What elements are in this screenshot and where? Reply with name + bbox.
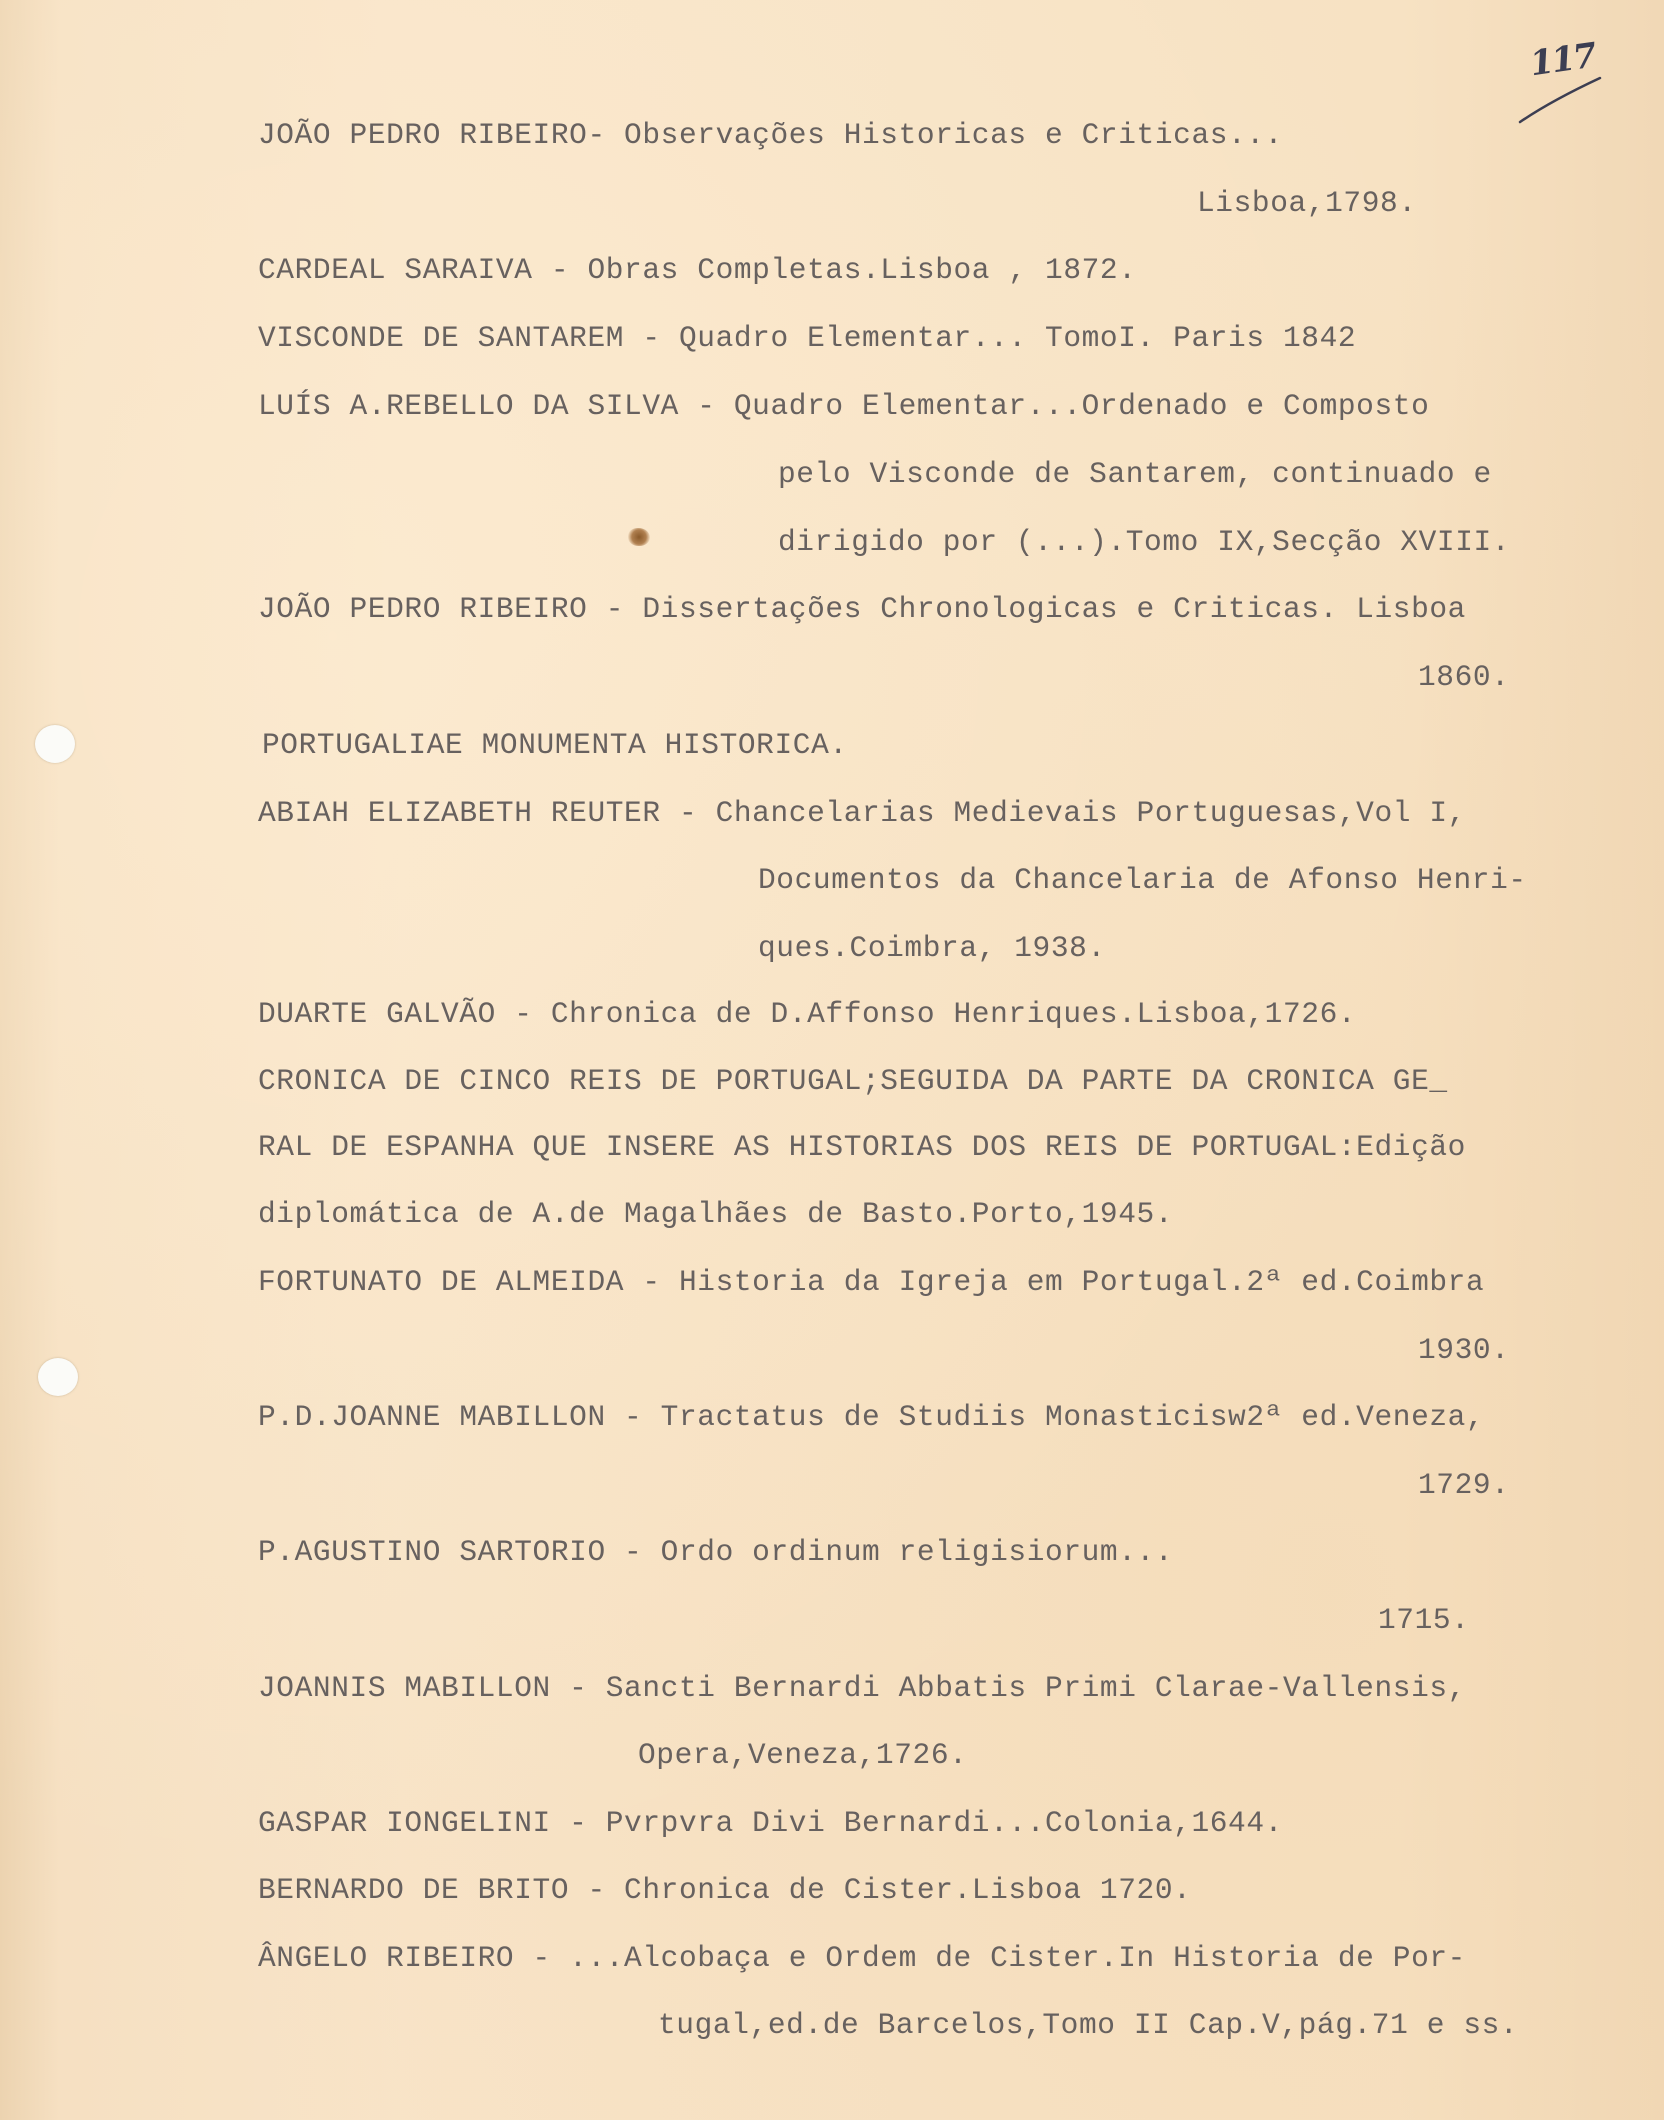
bib-entry-line: JOANNIS MABILLON - Sancti Bernardi Abbatis Primi Clarae-Vallensis, bbox=[258, 1671, 1466, 1705]
bib-entry-line: Opera,Veneza,1726. bbox=[638, 1738, 968, 1772]
bib-entry-line: ques.Coimbra, 1938. bbox=[758, 931, 1106, 965]
bib-entry-line: CARDEAL SARAIVA - Obras Completas.Lisboa , 1872. bbox=[258, 253, 1137, 287]
bib-entry-line: JOÃO PEDRO RIBEIRO - Dissertações Chronologicas e Criticas. Lisboa bbox=[258, 592, 1466, 626]
paper-stain bbox=[628, 528, 650, 546]
bib-entry-line: 1715. bbox=[1378, 1603, 1470, 1637]
bib-entry-line: P.AGUSTINO SARTORIO - Ordo ordinum religisiorum... bbox=[258, 1535, 1174, 1569]
bib-entry-line: CRONICA DE CINCO REIS DE PORTUGAL;SEGUIDA DA PARTE DA CRONICA GE_ bbox=[258, 1064, 1448, 1098]
bib-entry-line: ÂNGELO RIBEIRO - ...Alcobaça e Ordem de Cister.In Historia de Por- bbox=[258, 1941, 1466, 1975]
bib-entry-line: FORTUNATO DE ALMEIDA - Historia da Igreja em Portugal.2ª ed.Coimbra bbox=[258, 1265, 1485, 1299]
bib-entry-line: ABIAH ELIZABETH REUTER - Chancelarias Medievais Portuguesas,Vol I, bbox=[258, 796, 1466, 830]
bib-entry-line: BERNARDO DE BRITO - Chronica de Cister.Lisboa 1720. bbox=[258, 1873, 1192, 1907]
bib-entry-line: GASPAR IONGELINI - Pvrpvra Divi Bernardi...Colonia,1644. bbox=[258, 1806, 1283, 1840]
bib-entry-line: tugal,ed.de Barcelos,Tomo II Cap.V,pág.71 e ss. bbox=[658, 2008, 1519, 2042]
punch-hole-top bbox=[35, 725, 75, 763]
bib-entry-line: 1729. bbox=[1418, 1468, 1510, 1502]
punch-hole-bottom bbox=[38, 1358, 78, 1396]
bib-entry-line: PORTUGALIAE MONUMENTA HISTORICA. bbox=[262, 728, 848, 762]
bib-entry-line: RAL DE ESPANHA QUE INSERE AS HISTORIAS DOS REIS DE PORTUGAL:Edição bbox=[258, 1130, 1466, 1164]
pen-stroke-underline bbox=[1515, 70, 1605, 130]
bib-entry-line: Documentos da Chancelaria de Afonso Henri- bbox=[758, 863, 1527, 897]
bib-entry-line: dirigido por (...).Tomo IX,Secção XVIII. bbox=[778, 525, 1511, 559]
bib-entry-line: LUÍS A.REBELLO DA SILVA - Quadro Elementar...Ordenado e Composto bbox=[258, 389, 1430, 423]
bib-entry-line: diplomática de A.de Magalhães de Basto.Porto,1945. bbox=[258, 1197, 1174, 1231]
bib-entry-line: JOÃO PEDRO RIBEIRO- Observações Historicas e Criticas... bbox=[258, 118, 1283, 152]
bib-entry-line: DUARTE GALVÃO - Chronica de D.Affonso Henriques.Lisboa,1726. bbox=[258, 997, 1357, 1031]
bib-entry-line: Lisboa,1798. bbox=[1197, 186, 1417, 220]
bib-entry-line: 1930. bbox=[1418, 1333, 1510, 1367]
bib-entry-line: P.D.JOANNE MABILLON - Tractatus de Studiis Monasticisw2ª ed.Veneza, bbox=[258, 1400, 1485, 1434]
bib-entry-line: 1860. bbox=[1418, 660, 1510, 694]
handwritten-page-number: 117 bbox=[1527, 35, 1598, 85]
bib-entry-line: pelo Visconde de Santarem, continuado e bbox=[778, 457, 1492, 491]
bib-entry-line: VISCONDE DE SANTAREM - Quadro Elementar... TomoI. Paris 1842 bbox=[258, 321, 1357, 355]
